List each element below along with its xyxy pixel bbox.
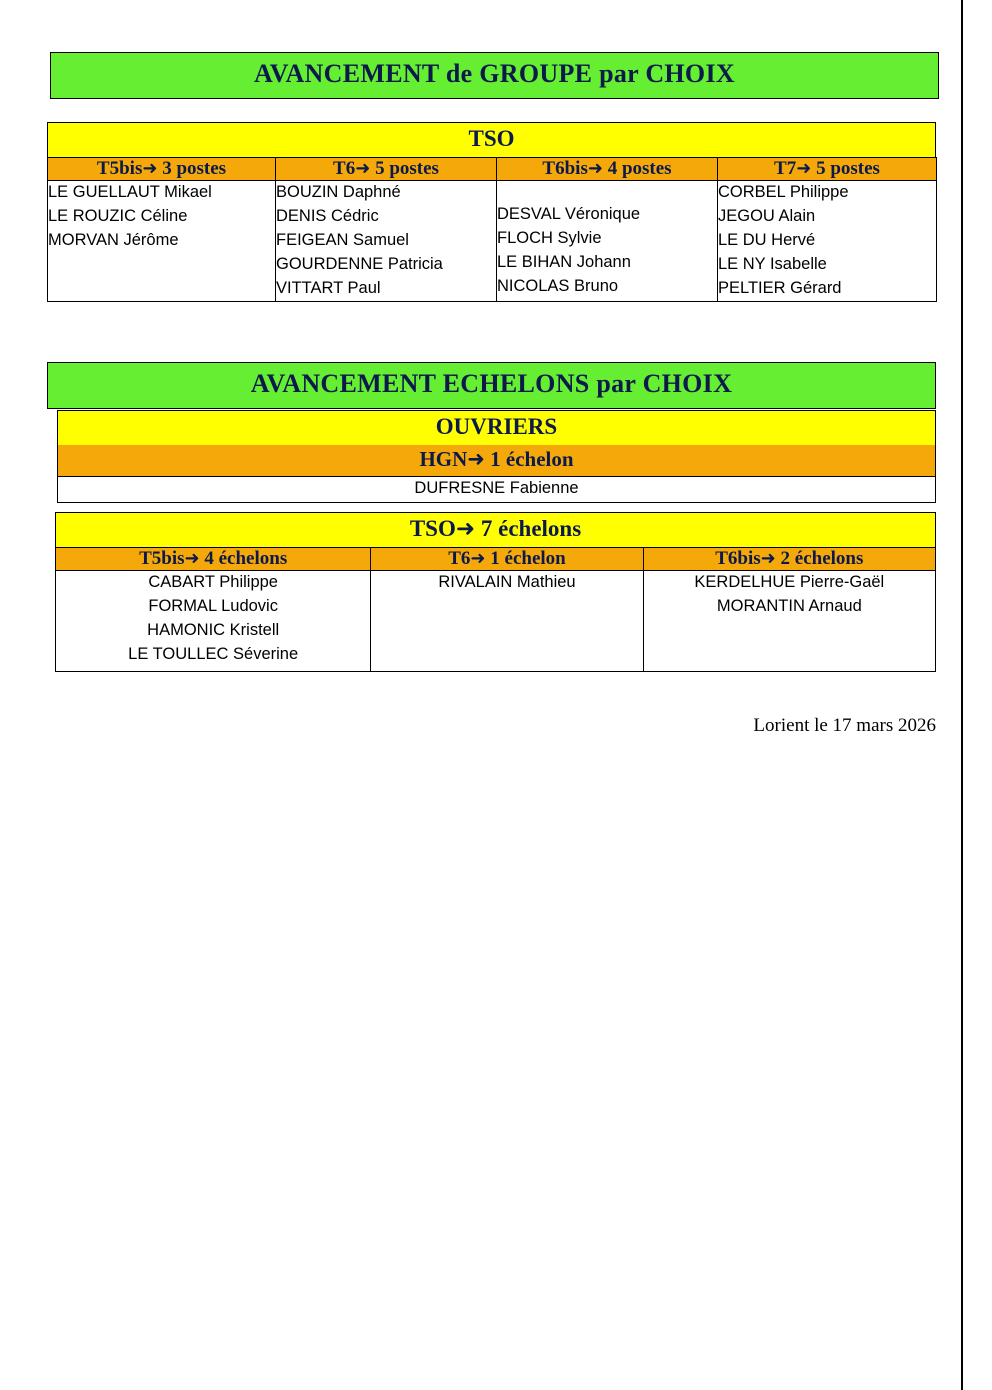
table-avancement-echelons — [55, 547, 936, 672]
arrow-icon: ➜ — [467, 447, 485, 471]
header-count-t6: 5 postes — [375, 158, 439, 179]
column-header-t5bis-echelons — [56, 548, 371, 571]
subtitle-count-tso: 7 échelons — [480, 516, 582, 541]
column-header-t5bis — [48, 158, 276, 181]
banner-avancement-groupe: AVANCEMENT de GROUPE par CHOIX — [50, 52, 939, 99]
names-cell-t5bis-echelons — [56, 571, 371, 672]
list-item: CABART Philippe — [148, 573, 278, 591]
arrow-icon: ➜ — [142, 158, 158, 179]
section-tso-groupe — [47, 122, 936, 302]
list-item: LE BIHAN Johann — [497, 252, 631, 271]
list-item: MORANTIN Arnaud — [716, 596, 862, 615]
list-item: CORBEL Philippe — [718, 183, 849, 201]
section-avancement-echelons-banner — [47, 362, 936, 409]
arrow-icon: ➜ — [796, 158, 812, 179]
arrow-icon: ➜ — [470, 548, 486, 569]
list-item: LE TOULLEC Séverine — [128, 644, 299, 663]
list-item: FEIGEAN Samuel — [276, 230, 409, 249]
header-grade-t6bis: T6bis — [542, 158, 588, 179]
header-grade-t7: T7 — [774, 158, 797, 179]
arrow-icon: ➜ — [355, 158, 371, 179]
table-header-row — [48, 158, 937, 181]
names-cell-t6bis — [497, 181, 718, 302]
header-count-t6bis: 4 postes — [607, 158, 672, 179]
list-item: FORMAL Ludovic — [148, 596, 278, 615]
list-item: HAMONIC Kristell — [147, 620, 280, 639]
names-cell-t5bis — [48, 181, 276, 302]
header-count-t5bis-ech: 4 — [204, 548, 219, 569]
header-count-t6bis-ech: 2 — [780, 548, 795, 569]
list-item: NICOLAS Bruno — [497, 276, 619, 295]
subtitle-tso: TSO — [47, 122, 936, 157]
list-item: GOURDENNE Patricia — [276, 254, 443, 273]
list-item: DESVAL Véronique — [497, 205, 641, 223]
header-grade-t5bis-ech: T5bis — [139, 548, 185, 569]
subtitle-grade-tso: TSO — [409, 516, 456, 541]
section-tso-echelons — [55, 512, 936, 672]
list-item: MORVAN Jérôme — [48, 230, 179, 249]
subtitle-tso-echelons — [55, 512, 936, 547]
column-header-t6bis — [497, 158, 718, 181]
table-body-row — [56, 571, 936, 672]
arrow-icon: ➜ — [184, 548, 200, 569]
arrow-icon: ➜ — [760, 548, 776, 569]
list-item: PELTIER Gérard — [718, 278, 842, 297]
header-unit-t6bis-ech: échelons — [794, 548, 864, 569]
names-cell-t6-echelons — [371, 571, 643, 672]
section-ouvriers — [57, 410, 936, 503]
header-grade-t5bis: T5bis — [96, 158, 143, 179]
arrow-icon: ➜ — [455, 516, 476, 542]
header-grade-t6: T6 — [333, 158, 356, 179]
header-unit-t6-ech: échelon — [504, 548, 566, 569]
list-item: JEGOU Alain — [718, 206, 816, 225]
column-header-t6-echelons — [371, 548, 643, 571]
arrow-icon: ➜ — [587, 158, 603, 179]
names-cell-t7 — [718, 181, 937, 302]
page-edge-rule — [961, 0, 963, 1390]
header-grade-hgn: HGN — [419, 447, 468, 471]
list-item: VITTART Paul — [276, 278, 381, 297]
table-header-row — [56, 548, 936, 571]
list-item: RIVALAIN Mathieu — [438, 573, 576, 591]
names-cell-t6 — [276, 181, 497, 302]
list-item: FLOCH Sylvie — [497, 228, 602, 247]
list-item: LE GUELLAUT Mikael — [48, 183, 212, 201]
footer-date: Lorient le 17 mars 2026 — [753, 715, 936, 736]
banner-avancement-echelons: AVANCEMENT ECHELONS par CHOIX — [47, 362, 936, 409]
names-cell-t6bis-echelons — [643, 571, 935, 672]
table-body-row — [48, 181, 937, 302]
header-count-t6-ech: 1 — [490, 548, 505, 569]
section-avancement-groupe-banner — [50, 52, 939, 99]
list-item: DUFRESNE Fabienne — [414, 479, 579, 497]
table-avancement-groupe — [47, 157, 937, 302]
list-item: DENIS Cédric — [276, 206, 379, 225]
header-count-t7: 5 postes — [816, 158, 880, 179]
grade-header-hgn — [57, 445, 936, 477]
header-unit-t5bis-ech: échelons — [218, 548, 288, 569]
list-item: LE NY Isabelle — [718, 254, 827, 273]
subtitle-ouvriers: OUVRIERS — [57, 410, 936, 445]
list-item: KERDELHUE Pierre-Gaël — [694, 573, 885, 591]
list-item: BOUZIN Daphné — [276, 183, 401, 201]
column-header-t7 — [718, 158, 937, 181]
list-item: LE ROUZIC Céline — [48, 206, 188, 225]
column-header-t6 — [276, 158, 497, 181]
column-header-t6bis-echelons — [643, 548, 935, 571]
names-cell-hgn — [57, 477, 936, 503]
header-grade-t6-ech: T6 — [448, 548, 471, 569]
header-count-hgn: 1 échelon — [490, 447, 574, 471]
header-count-t5bis: 3 postes — [162, 158, 227, 179]
list-item: LE DU Hervé — [718, 230, 816, 249]
header-grade-t6bis-ech: T6bis — [715, 548, 761, 569]
